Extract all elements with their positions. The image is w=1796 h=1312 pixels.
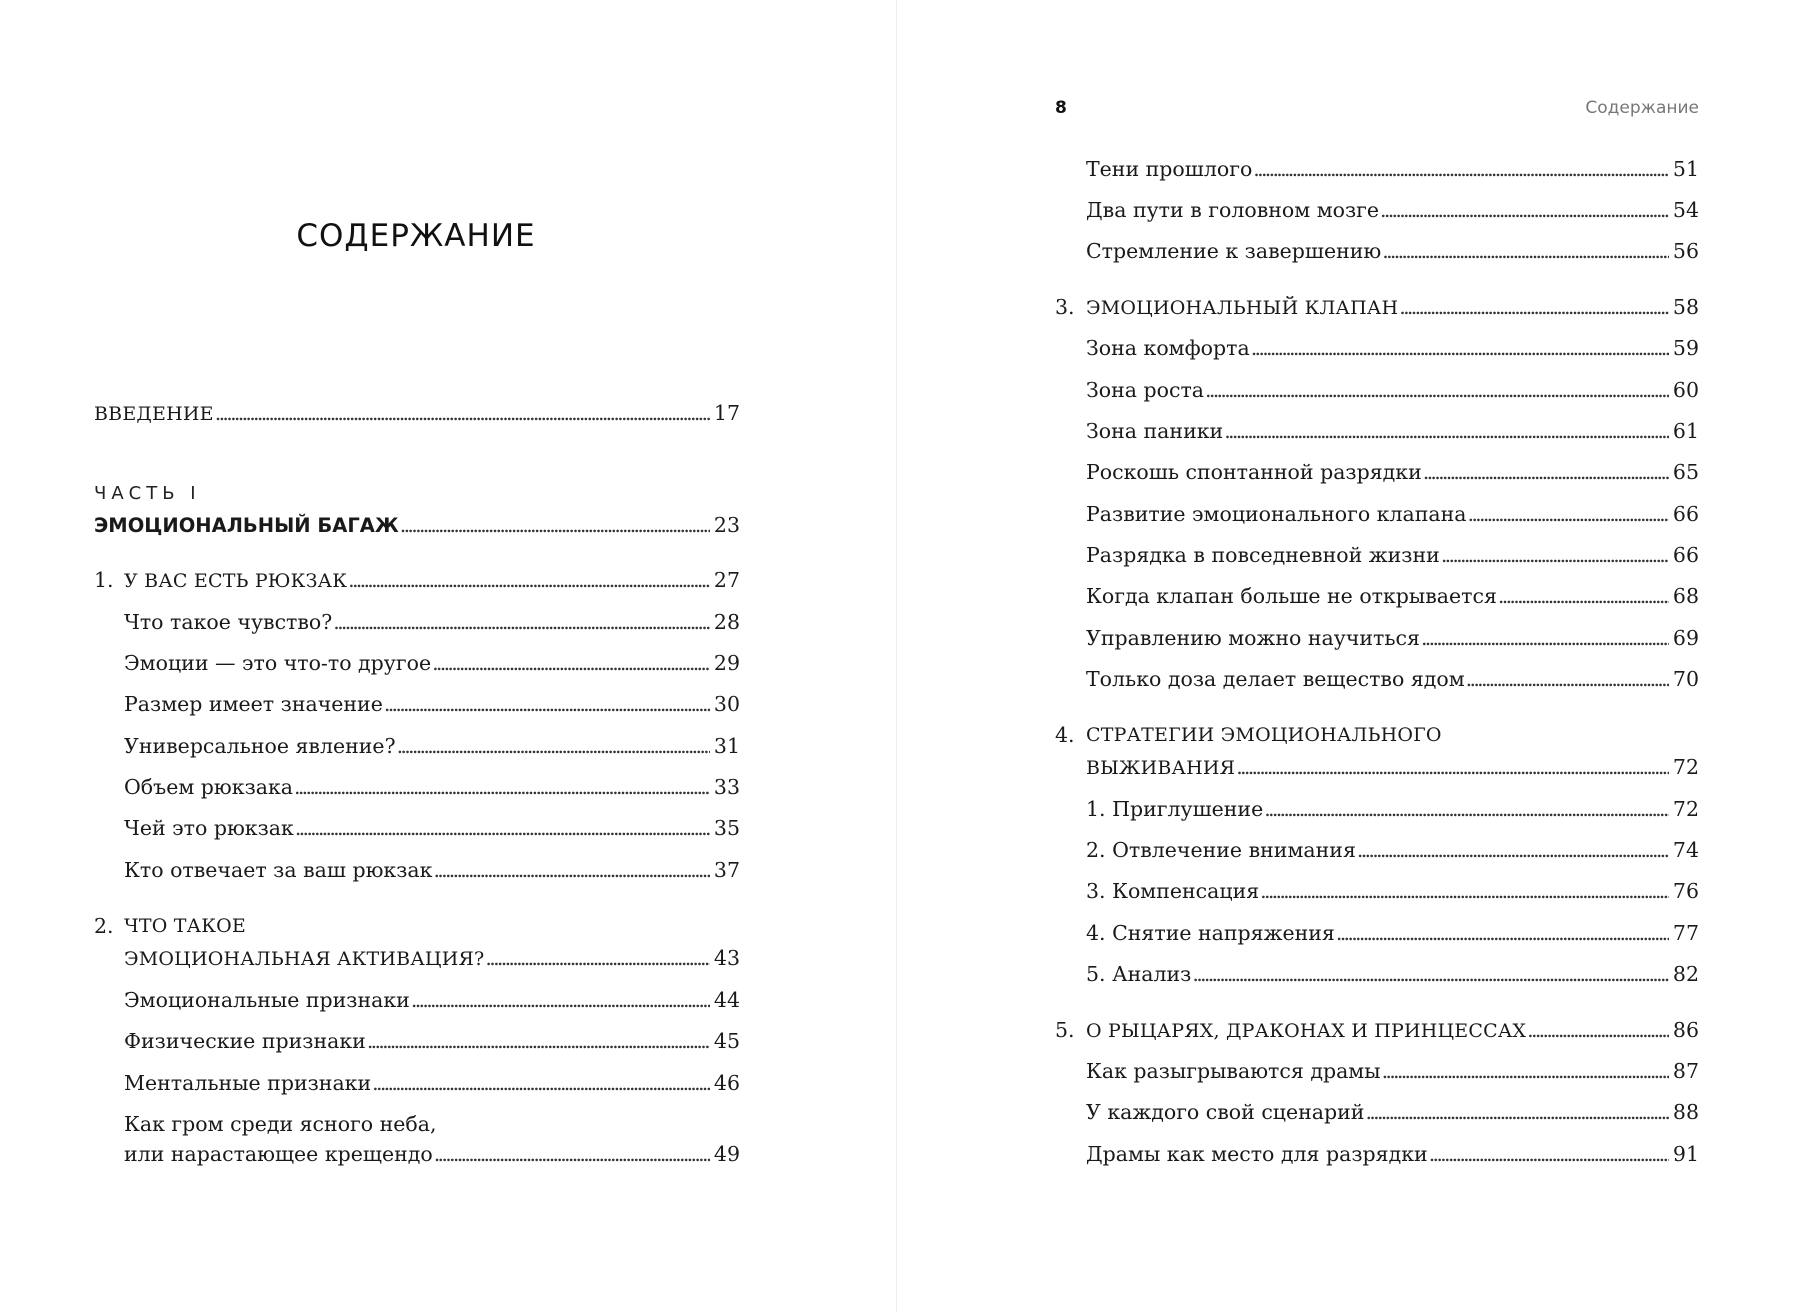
chapter-title: ЭМОЦИОНАЛЬНЫЙ КЛАПАН (1086, 297, 1399, 319)
leader-dots (1192, 959, 1669, 989)
toc-entry[interactable] (124, 813, 740, 843)
toc-label: Два пути в головном мозге (1086, 198, 1380, 222)
toc-label: Разрядка в повседневной жизни (1086, 543, 1440, 567)
toc-entry-chapter-4[interactable] (1086, 720, 1699, 782)
chapter-title-line-1: СТРАТЕГИИ ЭМОЦИОНАЛЬНОГО (1086, 724, 1442, 746)
toc-label-line-1: Как гром среди ясного неба, (124, 1112, 437, 1136)
toc-page: 72 (1672, 797, 1699, 821)
toc-entry[interactable] (1086, 1139, 1699, 1169)
toc-page: 66 (1672, 543, 1699, 567)
toc-page: 30 (713, 692, 740, 716)
leader-dots (215, 398, 710, 428)
toc-label: Управлению можно научиться (1086, 626, 1420, 650)
toc-label: Когда клапан больше не открывается (1086, 584, 1497, 608)
chapter-number: 1. (94, 568, 114, 592)
toc-label: 4. Снятие напряжения (1086, 921, 1335, 945)
leader-dots (1380, 195, 1669, 225)
leader-dots (397, 731, 710, 761)
leader-dots (411, 985, 710, 1015)
chapter-title: О РЫЦАРЯХ, ДРАКОНАХ И ПРИНЦЕССАХ (1086, 1020, 1527, 1042)
toc-entry[interactable] (1086, 1056, 1699, 1086)
toc-label: Тени прошлого (1086, 157, 1253, 181)
leader-dots (295, 813, 710, 843)
toc-entry[interactable] (1086, 195, 1699, 225)
toc-entry[interactable] (1086, 333, 1699, 363)
leader-dots (1264, 794, 1669, 824)
toc-page: 44 (713, 988, 740, 1012)
toc-entry-chapter-3[interactable] (1086, 292, 1699, 322)
toc-page: 61 (1672, 419, 1699, 443)
toc-entry[interactable] (1086, 236, 1699, 266)
toc-entry[interactable] (124, 772, 740, 802)
toc-page: 28 (713, 610, 740, 634)
toc-entry[interactable] (1086, 959, 1699, 989)
toc-page: 82 (1672, 962, 1699, 986)
right-page (897, 0, 1796, 1312)
leader-dots (1466, 664, 1669, 694)
chapter-number: 4. (1055, 723, 1075, 747)
toc-entry[interactable] (1086, 154, 1699, 184)
toc-label: 3. Компенсация (1086, 879, 1260, 903)
chapter-title-line-1: ЧТО ТАКОЕ (124, 915, 246, 937)
toc-label: Эмоциональные признаки (124, 988, 410, 1012)
toc-entry[interactable] (1086, 623, 1699, 653)
toc-page: 86 (1672, 1018, 1699, 1042)
toc-page: 29 (713, 651, 740, 675)
leader-dots (1421, 623, 1669, 653)
toc-page: 60 (1672, 378, 1699, 402)
toc-entry-intro[interactable] (94, 398, 740, 428)
toc-entry-chapter-1[interactable] (124, 565, 740, 595)
toc-label: Универсальное явление? (124, 734, 396, 758)
leader-dots (1365, 1097, 1668, 1127)
toc-label: Кто отвечает за ваш рюкзак (124, 858, 433, 882)
toc-label: ВВЕДЕНИЕ (94, 403, 214, 425)
toc-entry-part-1[interactable] (94, 510, 740, 540)
chapter-number: 3. (1055, 295, 1075, 319)
toc-entry[interactable] (124, 731, 740, 761)
toc-page: 49 (713, 1142, 740, 1166)
leader-dots (367, 1026, 710, 1056)
toc-label: Зона паники (1086, 419, 1224, 443)
toc-page: 77 (1672, 921, 1699, 945)
toc-page: 27 (713, 568, 740, 592)
chapter-number: 5. (1055, 1018, 1075, 1042)
leader-dots (1253, 154, 1669, 184)
toc-page: 69 (1672, 626, 1699, 650)
leader-dots (1205, 375, 1669, 405)
toc-label: Зона комфорта (1086, 336, 1250, 360)
toc-page: 59 (1672, 336, 1699, 360)
toc-entry[interactable] (124, 607, 740, 637)
toc-label: Физические признаки (124, 1029, 366, 1053)
leader-dots (434, 1139, 710, 1169)
toc-page: 74 (1672, 838, 1699, 862)
left-page (0, 0, 896, 1312)
toc-label: Ментальные признаки (124, 1071, 372, 1095)
toc-entry[interactable] (1086, 664, 1699, 694)
toc-entry[interactable] (124, 1109, 740, 1169)
chapter-title: У ВАС ЕСТЬ РЮКЗАК (124, 570, 348, 592)
toc-page: 31 (713, 734, 740, 758)
toc-entry[interactable] (124, 648, 740, 678)
part-title: ЭМОЦИОНАЛЬНЫЙ БАГАЖ (94, 514, 399, 537)
toc-entry[interactable] (124, 689, 740, 719)
running-head (1055, 98, 1699, 122)
leader-dots (384, 689, 710, 719)
leader-dots (1251, 333, 1669, 363)
part-label: ЧАСТЬ I (94, 483, 201, 504)
toc-entry[interactable] (1086, 581, 1699, 611)
chapter-number: 2. (94, 914, 114, 938)
toc-page: 35 (713, 816, 740, 840)
toc-page: 87 (1672, 1059, 1699, 1083)
toc-entry[interactable] (1086, 457, 1699, 487)
leader-dots (400, 510, 710, 540)
leader-dots (1382, 1056, 1669, 1086)
toc-entry[interactable] (124, 985, 740, 1015)
toc-label: 1. Приглушение (1086, 797, 1264, 821)
toc-page: 43 (713, 946, 740, 970)
toc-label: Объем рюкзака (124, 775, 294, 799)
leader-dots (1336, 918, 1669, 948)
toc-entry[interactable] (1086, 835, 1699, 865)
toc-label: 2. Отвлечение внимания (1086, 838, 1356, 862)
toc-page: 37 (713, 858, 740, 882)
leader-dots (485, 943, 710, 973)
leader-dots (1382, 236, 1669, 266)
toc-entry[interactable] (1086, 416, 1699, 446)
page-number: 8 (1055, 98, 1067, 118)
leader-dots (1357, 835, 1669, 865)
toc-label: Зона роста (1086, 378, 1205, 402)
leader-dots (432, 648, 710, 678)
chapter-title-line-2: ВЫЖИВАНИЯ (1086, 757, 1236, 779)
toc-label-line-2: или нарастающее крещендо (124, 1142, 433, 1166)
leader-dots (1399, 292, 1669, 322)
toc-label: Чей это рюкзак (124, 816, 294, 840)
leader-dots (1236, 752, 1669, 782)
toc-page: 65 (1672, 460, 1699, 484)
toc-page: 88 (1672, 1100, 1699, 1124)
toc-entry[interactable] (1086, 918, 1699, 948)
toc-entry[interactable] (1086, 540, 1699, 570)
toc-page: 33 (713, 775, 740, 799)
leader-dots (372, 1068, 710, 1098)
chapter-title-line-2: ЭМОЦИОНАЛЬНАЯ АКТИВАЦИЯ? (124, 948, 485, 970)
toc-page: 66 (1672, 502, 1699, 526)
toc-page: 23 (713, 513, 740, 537)
leader-dots (1468, 499, 1669, 529)
toc-label: Только доза делает вещество ядом (1086, 667, 1465, 691)
toc-entry[interactable] (124, 1026, 740, 1056)
toc-page: 68 (1672, 584, 1699, 608)
toc-page: 51 (1672, 157, 1699, 181)
toc-page: 17 (713, 401, 740, 425)
toc-entry[interactable] (1086, 876, 1699, 906)
toc-entry[interactable] (124, 855, 740, 885)
toc-label: Что такое чувство? (124, 610, 333, 634)
toc-page: 58 (1672, 295, 1699, 319)
leader-dots (1441, 540, 1669, 570)
toc-entry[interactable] (1086, 375, 1699, 405)
toc-entry[interactable] (1086, 794, 1699, 824)
toc-label: Эмоции — это что-то другое (124, 651, 432, 675)
toc-page: 45 (713, 1029, 740, 1053)
toc-label: Размер имеет значение (124, 692, 383, 716)
leader-dots (1423, 457, 1669, 487)
toc-page: 91 (1672, 1142, 1699, 1166)
toc-label: Развитие эмоционального клапана (1086, 502, 1467, 526)
leader-dots (1527, 1015, 1669, 1045)
leader-dots (294, 772, 710, 802)
leader-dots (333, 607, 710, 637)
toc-page: 72 (1672, 755, 1699, 779)
toc-entry-chapter-5[interactable] (1086, 1015, 1699, 1045)
toc-page: 76 (1672, 879, 1699, 903)
contents-title: СОДЕРЖАНИЕ (296, 218, 536, 254)
toc-page: 54 (1672, 198, 1699, 222)
toc-page: 46 (713, 1071, 740, 1095)
leader-dots (348, 565, 710, 595)
leader-dots (433, 855, 709, 885)
toc-label: Роскошь спонтанной разрядки (1086, 460, 1422, 484)
toc-entry[interactable] (1086, 499, 1699, 529)
toc-entry-chapter-2[interactable] (124, 911, 740, 973)
leader-dots (1429, 1139, 1669, 1169)
leader-dots (1260, 876, 1669, 906)
toc-label: Как разыгрываются драмы (1086, 1059, 1381, 1083)
leader-dots (1498, 581, 1669, 611)
leader-dots (1224, 416, 1669, 446)
toc-label: 5. Анализ (1086, 962, 1192, 986)
section-name: Содержание (1585, 98, 1699, 118)
toc-entry[interactable] (124, 1068, 740, 1098)
toc-label: Драмы как место для разрядки (1086, 1142, 1428, 1166)
toc-page: 70 (1672, 667, 1699, 691)
toc-label: У каждого свой сценарий (1086, 1100, 1365, 1124)
toc-label: Стремление к завершению (1086, 239, 1382, 263)
toc-entry[interactable] (1086, 1097, 1699, 1127)
toc-page: 56 (1672, 239, 1699, 263)
